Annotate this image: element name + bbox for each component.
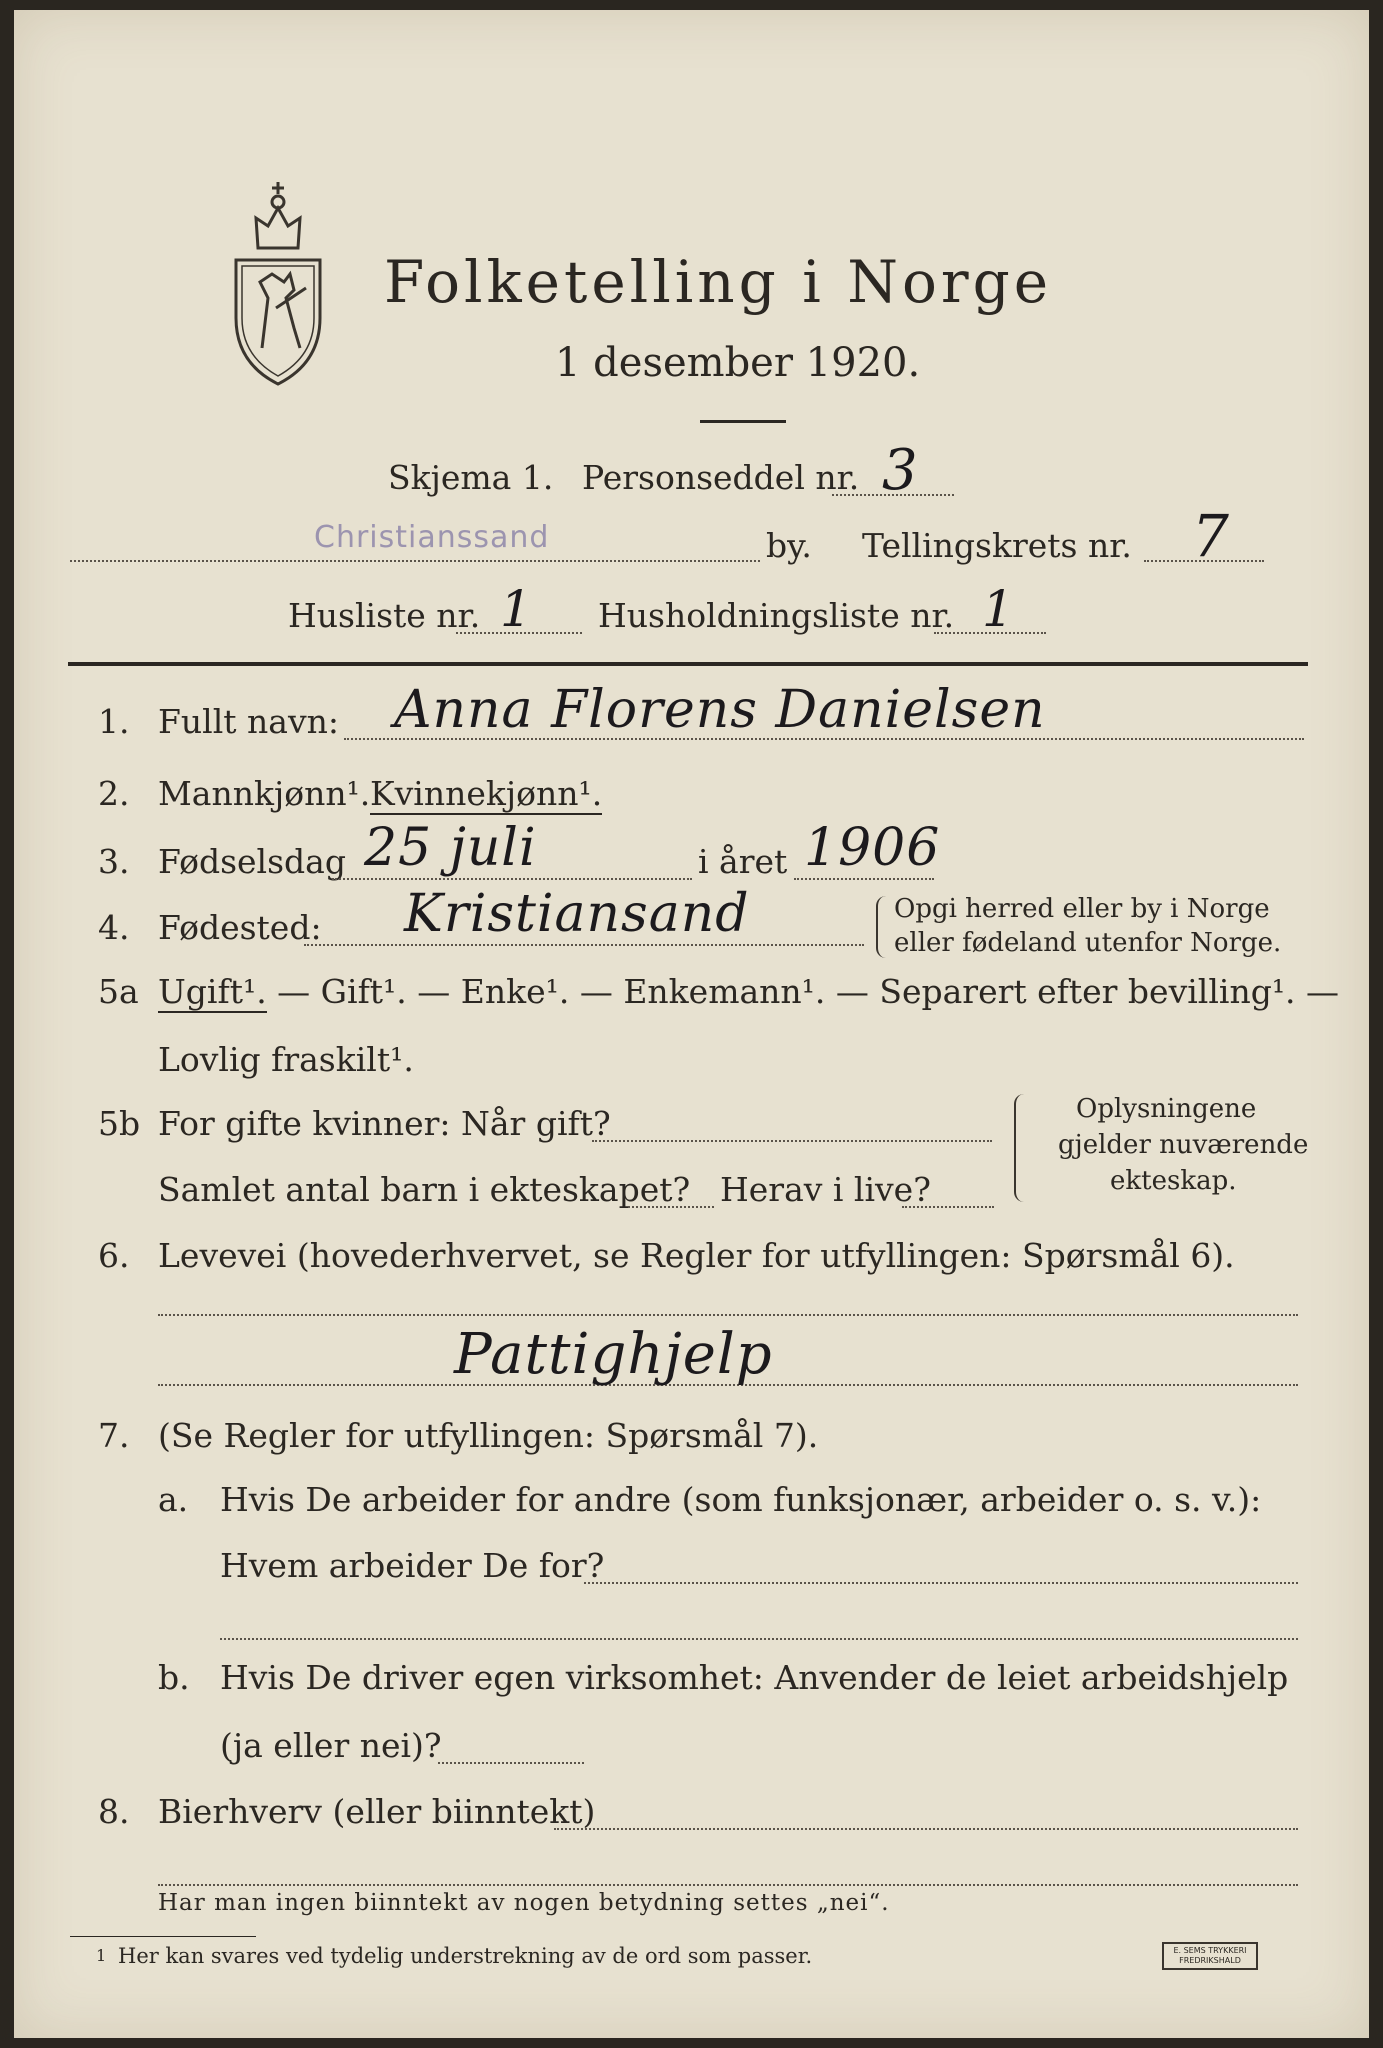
q4-brace [876,896,886,958]
q4-number: 4. [98,908,130,947]
q8-line2 [158,1884,1298,1886]
q4-note-line2: eller fødeland utenfor Norge. [894,928,1282,958]
printer-mark-line1: E. SEMS TRYKKERI [1173,1946,1247,1955]
q3-label: Fødselsdag [158,842,346,881]
husholdningsliste-label: Husholdningsliste nr. [598,596,955,635]
q5a-options [158,972,1339,1011]
q5b-line1: For gifte kvinner: Når gift? [158,1104,611,1143]
q6-line1 [158,1314,1298,1316]
q5a-other-options: — Gift¹. — Enke¹. — Enkemann¹. — Separert efter bevilling¹. — [266,972,1340,1011]
q7a-letter: a. [158,1480,189,1519]
q5b-brace [1014,1094,1026,1202]
q4-line [304,944,864,946]
q7a-line-extra [220,1638,1298,1640]
q3-day-line [332,878,692,880]
by-label: by. [766,526,812,565]
q3-birth-year: 1906 [804,818,941,878]
q3-year-label: i året [698,842,788,881]
q3-number: 3. [98,842,130,881]
q5b-note3: ekteskap. [1110,1166,1237,1196]
q5b-barn-label: Samlet antal barn i ekteskapet? [158,1170,691,1209]
q4-birthplace: Kristiansand [404,884,750,944]
personseddel-label: Personseddel nr. [582,458,860,497]
city-stamp: Christianssand [314,520,550,555]
q7b-line [438,1762,584,1764]
q7-number: 7. [98,1416,130,1455]
printer-mark-line2: FREDRIKSHALD [1179,1956,1241,1965]
skjema-label: Skjema 1. [388,458,554,497]
q5a-ugift-underlined: Ugift¹. [158,972,267,1011]
q3-birthday: 25 juli [364,818,537,878]
footnote-text: Her kan svares ved tydelig understrekning av de ord som passer. [118,1944,813,1968]
q8-number: 8. [98,1792,130,1831]
q5b-note1: Oplysningene [1076,1094,1257,1124]
tellingskrets-value: 7 [1192,502,1230,570]
q7-label: (Se Regler for utfyllingen: Spørsmål 7). [158,1416,819,1455]
q8-note: Har man ingen biinntekt av nogen betydning settes „nei“. [158,1890,890,1916]
q7a-line [584,1582,1298,1584]
q5b-note2: gjelder nuværende [1058,1130,1309,1160]
census-form [14,10,1369,2038]
header-divider [68,662,1308,666]
q7b-letter: b. [158,1658,190,1697]
q7b-line2: (ja eller nei)? [220,1726,442,1765]
q1-number: 1. [98,702,130,741]
q3-year-line [794,878,934,880]
footnote-divider [70,1936,256,1937]
personseddel-value: 3 [882,438,919,503]
q8-line1 [554,1828,1298,1830]
husliste-label: Husliste nr. [288,596,481,635]
q6-label: Levevei (hovederhvervet, se Regler for utfyllingen: Spørsmål 6). [158,1236,1235,1275]
footnote-mark: 1 [96,1946,107,1965]
q1-full-name: Anna Florens Danielsen [394,680,1046,740]
q5b-live-label: Herav i live? [720,1170,931,1209]
tellingskrets-label: Tellingskrets nr. [862,526,1132,565]
q1-label: Fullt navn: [158,702,339,741]
husliste-value: 1 [500,580,533,638]
q7a-line2: Hvem arbeider De for? [220,1546,605,1585]
q5a-line2: Lovlig fraskilt¹. [158,1040,414,1079]
printer-mark [1162,1942,1258,1970]
q4-label: Fødested: [158,908,322,947]
coat-of-arms-icon [228,178,328,392]
q5b-gift-line [592,1140,992,1142]
q2-mann: Mannkjønn¹. [158,774,371,813]
q5b-barn-line [628,1206,714,1208]
city-line [70,560,760,562]
q5a-number: 5a [98,972,139,1011]
census-date: 1 desember 1920. [555,340,921,386]
q7a-line1: Hvis De arbeider for andre (som funksjonær, arbeider o. s. v.): [220,1480,1262,1519]
q8-label: Bierhverv (eller biinntekt) [158,1792,596,1831]
q6-occupation: Pattighjelp [454,1322,773,1387]
q6-number: 6. [98,1236,130,1275]
form-title: Folketelling i Norge [384,248,1053,316]
q7b-line1: Hvis De driver egen virksomhet: Anvender de leiet arbeidshjelp [220,1658,1289,1697]
q2-number: 2. [98,774,130,813]
title-divider [700,420,786,423]
q5b-number: 5b [98,1104,141,1143]
husholdningsliste-value: 1 [982,580,1015,638]
q2-kvinne-underlined: Kvinnekjønn¹. [370,774,603,813]
q5b-live-line [902,1206,994,1208]
q4-note-line1: Opgi herred eller by i Norge [894,894,1270,924]
